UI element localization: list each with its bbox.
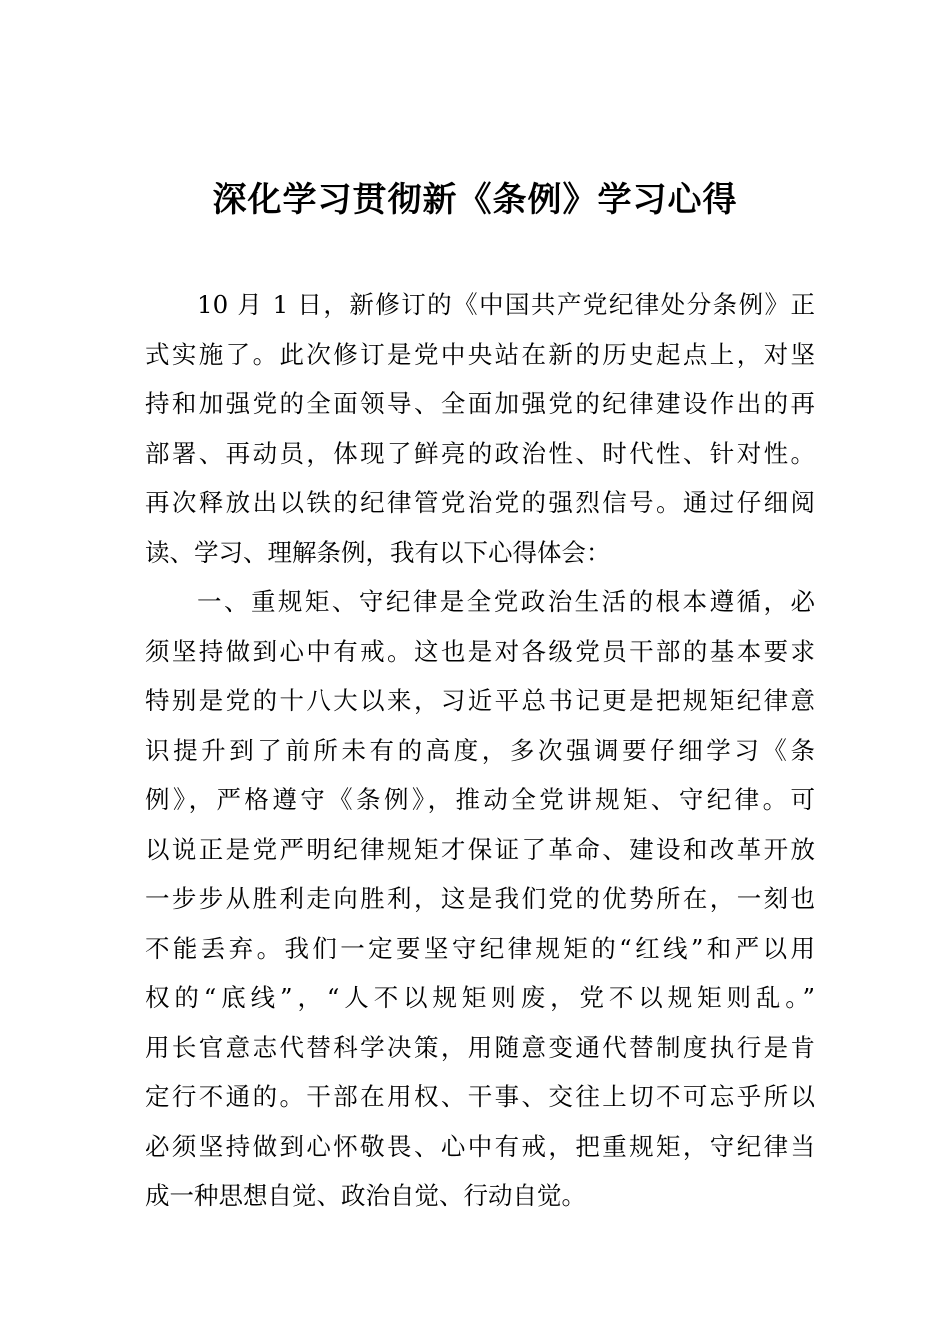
paragraph-1-line-2: 式实施了。此次修订是党中央站在新的历史起点上，对坚 [145, 339, 815, 369]
paragraph-2-line-9: 权的“底线”，“人不以规矩则废，党不以规矩则乱。” [145, 983, 815, 1012]
paragraph-2-line-5: 例》，严格遵守《条例》，推动全党讲规矩、守纪律。可 [145, 785, 815, 814]
paragraph-2-line-11: 定行不通的。干部在用权、干事、交往上切不可忘乎所以 [145, 1082, 815, 1111]
paragraph-2-line-4: 识提升到了前所未有的高度，多次强调要仔细学习《条 [145, 735, 815, 765]
paragraph-2-line-7: 一步步从胜利走向胜利，这是我们党的优势所在，一刻也 [145, 884, 815, 913]
paragraph-1-line-3: 持和加强党的全面领导、全面加强党的纪律建设作出的再 [145, 389, 815, 418]
paragraph-2-line-12: 必须坚持做到心怀敬畏、心中有戒，把重规矩，守纪律当 [145, 1131, 815, 1161]
paragraph-1-line-1: 10 月 1 日，新修订的《中国共产党纪律处分条例》正 [197, 290, 815, 319]
paragraph-2-line-1: 一、重规矩、守纪律是全党政治生活的根本遵循，必 [197, 587, 815, 616]
paragraph-1-line-4: 部署、再动员，体现了鲜亮的政治性、时代性、针对性。 [145, 438, 815, 468]
paragraph-2-line-2: 须坚持做到心中有戒。这也是对各级党员干部的基本要求 [145, 636, 815, 666]
paragraph-2-line-3: 特别是党的十八大以来，习近平总书记更是把规矩纪律意 [145, 686, 815, 715]
paragraph-1-line-5: 再次释放出以铁的纪律管党治党的强烈信号。通过仔细阅 [145, 488, 815, 517]
paragraph-2-line-13: 成一种思想自觉、政治自觉、行动自觉。 [145, 1181, 586, 1210]
paragraph-2-line-10: 用长官意志代替科学决策，用随意变通代替制度执行是肯 [145, 1032, 815, 1062]
paragraph-2-line-6: 以说正是党严明纪律规矩才保证了革命、建设和改革开放 [145, 834, 815, 864]
paragraph-2-line-8: 不能丢弃。我们一定要坚守纪律规矩的“红线”和严以用 [145, 933, 815, 963]
document-body [145, 280, 815, 1221]
paragraph-1-line-6: 读、学习、理解条例，我有以下心得体会： [145, 537, 611, 567]
document-title: 深化学习贯彻新《条例》学习心得 [212, 180, 738, 220]
